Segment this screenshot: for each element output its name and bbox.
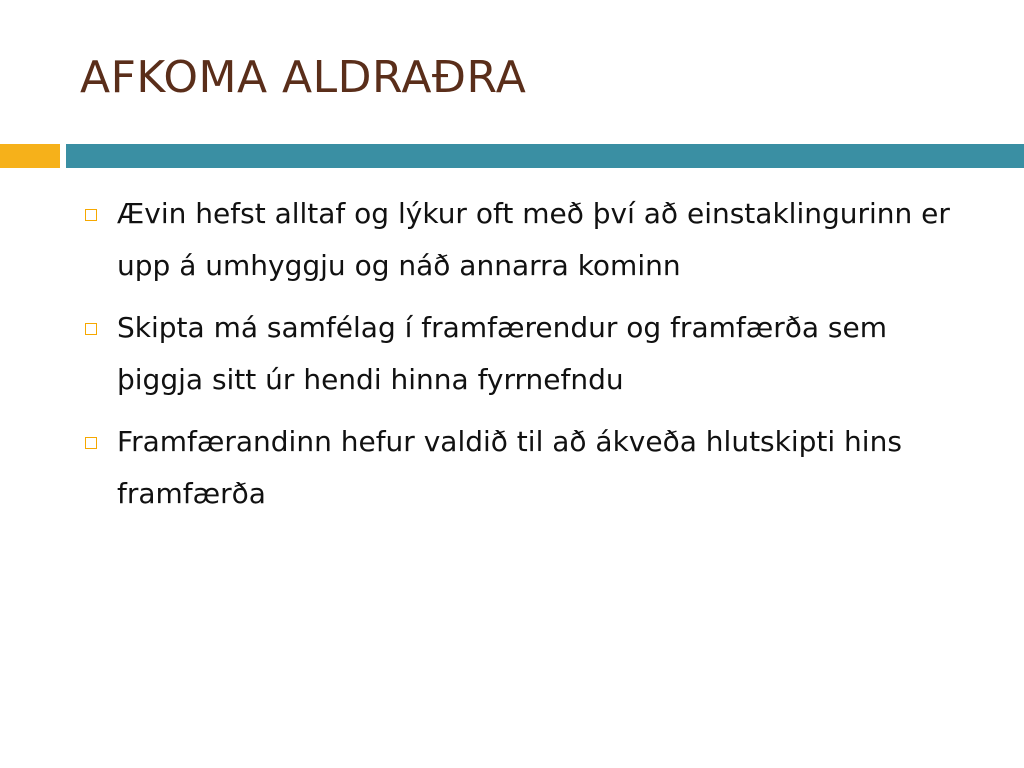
bullet-item [83,302,963,406]
bullet-text: Skipta má samfélag í framfærendur og framfærða sem þiggja sitt úr hendi hinna fyrrnefndu [117,311,888,396]
title-accent-bar [0,144,60,168]
title-divider-bar [66,144,1024,168]
bullet-item [83,188,963,292]
slide-title: AFKOMA ALDRAÐRA [80,52,527,103]
square-bullet-icon [85,437,97,449]
bullet-text: Framfærandinn hefur valdið til að ákveða hlutskipti hins framfærða [117,425,902,510]
bullet-list [83,188,963,530]
bullet-text: Ævin hefst alltaf og lýkur oft með því að einstaklingurinn er upp á umhyggju og náð annarra kominn [117,197,950,282]
square-bullet-icon [85,323,97,335]
bullet-item [83,416,963,520]
square-bullet-icon [85,209,97,221]
